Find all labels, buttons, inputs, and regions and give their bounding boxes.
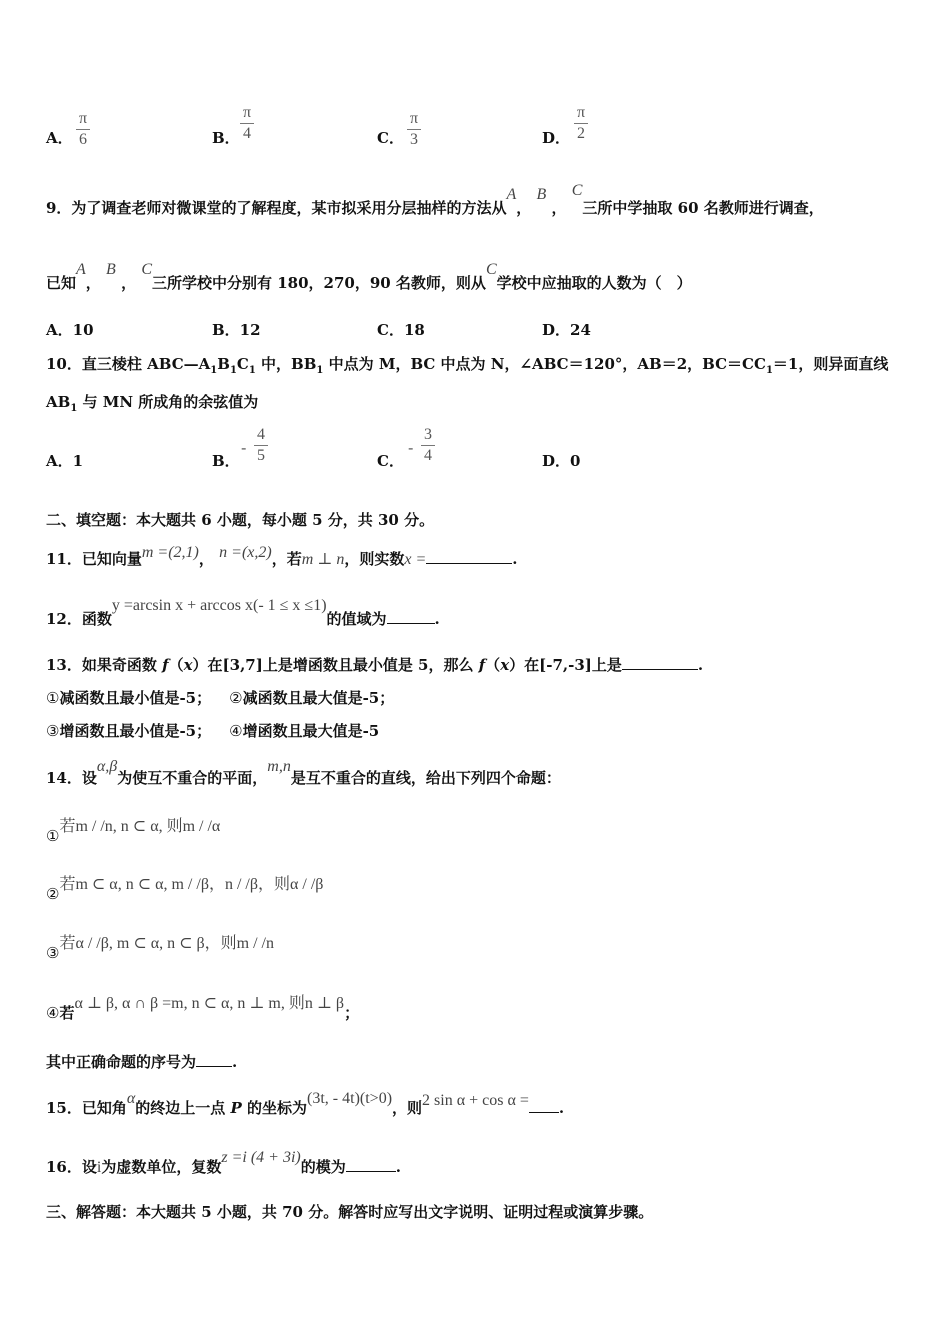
q9-text-2: 三所中学抽取 60 名教师进行调查， <box>582 199 824 217</box>
q13-o1: 减函数且最小值是-5； <box>59 689 212 707</box>
q12-line <box>46 597 440 630</box>
q16-answer-blank[interactable] <box>346 1155 396 1172</box>
q8-option-a-label: A． <box>46 129 73 147</box>
q9-option-d: D．24 <box>542 321 591 339</box>
q9-comma-4: ， <box>121 274 137 292</box>
q14-planes: α,β <box>96 758 118 775</box>
q13-t5: ）在[-7,-3]上是 <box>509 656 622 674</box>
q10-b-denominator: 5 <box>257 447 265 464</box>
q10-line-2 <box>46 392 258 419</box>
q10-t6: ＝1，则异面直线 <box>772 355 889 373</box>
q9-comma-1: ， <box>516 199 532 217</box>
q13-c2: ② <box>229 689 243 707</box>
q14-prop-1 <box>46 818 221 847</box>
q9-school-b-2: B <box>106 261 116 278</box>
q11-t2: ，若 <box>271 550 302 568</box>
q13-t2: （ <box>168 656 184 674</box>
q15-t4: ，则 <box>392 1099 423 1117</box>
q13-t3: ）在[3,7]上是增函数且最小值是 5，那么 <box>192 656 479 674</box>
q9-comma-3: ， <box>85 274 101 292</box>
q8-a-numerator: π <box>78 110 88 127</box>
q10-t4: 中，BB <box>255 355 317 373</box>
q9-comma-2: ， <box>551 199 567 217</box>
q8-c-denominator: 3 <box>410 131 418 148</box>
q13-answer-blank[interactable] <box>622 653 698 670</box>
q15-t3: 的坐标为 <box>241 1099 308 1117</box>
q15-coordinates: (3t, - 4t)(t>0) <box>307 1090 393 1107</box>
q10-s2: 1 <box>229 365 237 376</box>
q10-line-1 <box>46 354 888 381</box>
q14-answer-blank[interactable] <box>196 1050 232 1067</box>
q8-b-numerator: π <box>242 104 252 121</box>
q10-b-sign: - <box>241 438 247 457</box>
q9-text-1: 9．为了调查老师对微课堂的了解程度，某市拟采用分层抽样的方法从 <box>46 199 507 217</box>
q9-school-a-2: A <box>76 261 86 278</box>
q14-t4: 其中正确命题的序号为 <box>46 1053 197 1071</box>
q13-f2: f <box>478 656 486 674</box>
q9-school-c-2: C <box>141 261 152 278</box>
q10-t8: 与 MN 所成角的余弦值为 <box>77 393 259 411</box>
q13-f1: f <box>162 656 169 674</box>
q14-c3: ③ <box>46 944 60 962</box>
section-2-heading: 二、填空题：本大题共 6 小题，每小题 5 分，共 30 分。 <box>46 511 435 529</box>
q14-t2: 为使互不重合的平面， <box>117 769 268 787</box>
q11-line <box>46 544 518 570</box>
q10-t7: AB <box>46 393 71 411</box>
q15-answer-blank[interactable] <box>529 1096 559 1113</box>
q11-vector-m: m =(2,1) <box>141 544 199 561</box>
q9-school-c-3: C <box>485 261 497 278</box>
q14-prop-4 <box>46 995 360 1024</box>
q10-s4: 1 <box>316 365 324 376</box>
q15-t2: 的终边上一点 <box>135 1099 231 1117</box>
q11-vector-n: n =(x,2) <box>219 544 272 561</box>
q16-t2: 为虚数单位，复数 <box>101 1158 222 1176</box>
q9-option-b: B．12 <box>212 321 261 339</box>
q8-option-a <box>46 128 73 148</box>
q14-expr-2: 若m ⊂ α, n ⊂ α, m / /β，n / /β，则α / /β <box>59 876 324 893</box>
q15-end: . <box>558 1099 565 1117</box>
q16-t3: 的模为 <box>300 1158 346 1176</box>
q10-t1: 10．直三棱柱 ABC—A <box>46 355 211 373</box>
q10-option-b-fraction <box>254 426 268 465</box>
q8-option-a-fraction <box>76 110 90 149</box>
q11-x: x = <box>404 551 427 568</box>
q9-school-b: B <box>536 186 547 203</box>
section-3-heading: 三、解答题：本大题共 5 小题，共 70 分。解答时应写出文字说明、证明过程或演算步骤。 <box>46 1203 654 1221</box>
q10-option-c-fraction <box>421 426 435 465</box>
q11-comma: ， <box>198 550 214 568</box>
q10-s3: 1 <box>248 365 256 376</box>
q13-x2: x <box>500 656 510 674</box>
q12-end: . <box>434 610 440 628</box>
q13-c3: ③ <box>46 722 60 740</box>
q8-b-denominator: 4 <box>243 125 251 142</box>
q13-options-row-1 <box>46 688 394 708</box>
q14-c2: ② <box>46 885 60 903</box>
q12-t2: 的值域为 <box>326 610 387 628</box>
q16-end: . <box>395 1158 401 1176</box>
q10-c-sign: - <box>408 438 414 457</box>
q10-s6: 1 <box>70 403 78 414</box>
q14-prop-3 <box>46 935 274 964</box>
q8-option-c-fraction <box>407 110 421 149</box>
q13-x1: x <box>183 656 193 674</box>
q14-c4: ④ <box>46 1004 60 1022</box>
q10-option-a: A．1 <box>46 452 84 470</box>
q10-t3: C <box>236 355 249 373</box>
q11-t1: 11．已知向量 <box>46 550 142 568</box>
q8-option-b-label: B． <box>212 129 240 147</box>
q14-t1: 14．设 <box>46 769 97 787</box>
q12-expression: y =arcsin x + arccos x(- 1 ≤ x ≤1) <box>111 597 327 614</box>
q8-option-b <box>212 128 240 148</box>
q10-c-numerator: 3 <box>424 426 432 443</box>
q13-end: . <box>697 656 704 674</box>
q9-text-4: 三所学校中分别有 180，270，90 名教师，则从 <box>151 274 486 292</box>
q10-t5: 中点为 M，BC 中点为 N，∠ABC＝120°，AB＝2，BC＝CC <box>323 355 766 373</box>
q10-s1: 1 <box>210 365 218 376</box>
q11-answer-blank[interactable] <box>426 547 512 564</box>
q9-line-2 <box>46 261 692 294</box>
q13-o4: 增函数且最大值是-5 <box>242 722 380 740</box>
q8-option-d-label: D． <box>542 129 571 147</box>
q10-option-d: D．0 <box>542 452 581 470</box>
q16-t1: 16．设 <box>46 1158 97 1176</box>
q14-line <box>46 758 561 789</box>
q8-option-d-fraction <box>574 104 588 143</box>
q14-expr-4: α ⊥ β, α ∩ β =m, n ⊂ α, n ⊥ m, 则n ⊥ β <box>74 995 345 1012</box>
q16-line <box>46 1149 401 1178</box>
q15-line <box>46 1090 565 1119</box>
q11-perp: m ⊥ n <box>301 551 345 568</box>
q15-P: P <box>230 1099 242 1117</box>
q10-c-denominator: 4 <box>424 447 432 464</box>
q14-w4: 若 <box>59 1004 75 1022</box>
q15-expression: 2 sin α + cos α = <box>422 1092 529 1109</box>
q14-expr-1: 若m / /n, n ⊂ α, 则m / /α <box>59 818 221 835</box>
q11-end: . <box>512 550 518 568</box>
q13-t1: 13．如果奇函数 <box>46 656 163 674</box>
q11-t3: ，则实数 <box>344 550 405 568</box>
q13-o2: 减函数且最大值是-5； <box>242 689 395 707</box>
q8-d-numerator: π <box>576 104 586 121</box>
q13-c4: ④ <box>229 722 243 740</box>
q13-line <box>46 653 703 675</box>
q13-t4: （ <box>485 656 501 674</box>
q9-text-5: 学校中应抽取的人数为（ ） <box>496 274 692 292</box>
q14-tail <box>46 1050 237 1072</box>
q15-alpha: α <box>126 1090 136 1107</box>
q15-t1: 15．已知角 <box>46 1099 127 1117</box>
q9-option-c: C．18 <box>377 321 425 339</box>
q9-school-a: A <box>506 186 517 203</box>
q9-line-1 <box>46 182 824 219</box>
q8-a-denominator: 6 <box>79 131 87 148</box>
q14-semicolon: ； <box>344 1004 360 1022</box>
q8-option-c-label: C． <box>377 129 404 147</box>
q14-prop-2 <box>46 876 324 905</box>
q14-end: . <box>232 1053 238 1071</box>
q8-option-b-fraction <box>240 104 254 143</box>
q14-expr-3: 若α / /β, m ⊂ α, n ⊂ β，则m / /n <box>59 935 274 952</box>
q8-c-numerator: π <box>409 110 419 127</box>
q10-b-numerator: 4 <box>257 426 265 443</box>
q9-option-a: A．10 <box>46 321 94 339</box>
q14-c1: ① <box>46 827 60 845</box>
q9-text-3: 已知 <box>46 274 77 292</box>
q14-t3: 是互不重合的直线，给出下列四个命题： <box>290 769 561 787</box>
q10-option-c: C． <box>377 452 404 470</box>
q12-answer-blank[interactable] <box>387 607 435 624</box>
q8-d-denominator: 2 <box>577 125 585 142</box>
q8-option-c <box>377 128 404 148</box>
q13-o3: 增函数且最小值是-5； <box>59 722 212 740</box>
q16-i: i <box>96 1159 102 1176</box>
q9-school-c: C <box>571 182 583 199</box>
q10-s5: 1 <box>765 365 773 376</box>
q10-t2: B <box>217 355 230 373</box>
q8-option-d <box>542 128 570 148</box>
q14-lines: m,n <box>267 758 291 775</box>
q12-t1: 12．函数 <box>46 610 112 628</box>
q10-option-b: B． <box>212 452 240 470</box>
q13-c1: ① <box>46 689 60 707</box>
q13-options-row-2 <box>46 721 379 741</box>
q16-expression: z =i (4 + 3i) <box>221 1149 301 1166</box>
